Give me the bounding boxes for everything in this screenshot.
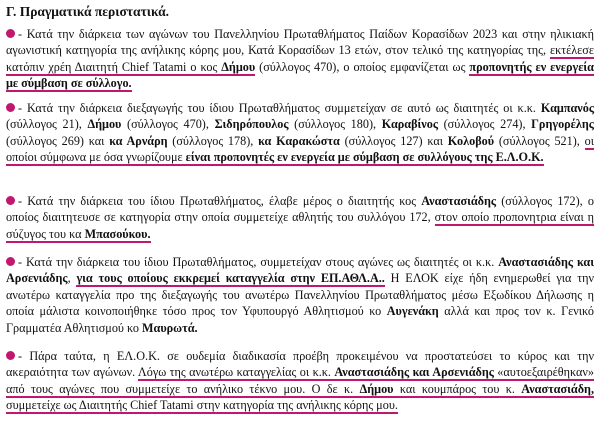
text-run: αλλά και προς τον κ. Γενικό Γραμματέα Αθλητισμού κο [6,304,594,335]
text-run: - Κατά την διάρκεια του ίδιου Πρωταθλήματος, συμμετείχαν στους αγώνες ως διαιτητές οι κ.κ. [18,255,499,269]
text-run: (σύλλογος 21), [6,117,88,132]
text-run: Μπασούκου. [84,226,151,241]
text-run: κα Αρνάρη [109,133,168,148]
text-run: Δήμου [87,117,122,132]
text-run: (σύλλογος 521), [494,133,585,148]
text-run: προπονητής εν ενεργεία με σύμβαση σε σύλλογο. [6,59,594,91]
text-run: (σύλλογος 127) και [339,133,448,148]
text-run: - Κατά την διάρκεια του ίδιου Πρωταθλήματος, έλαβε μέρος ο διαιτητής κος [18,194,422,208]
bullet-icon [6,257,15,266]
text-run: (σύλλογος 178), [167,133,259,148]
text-run: Η ΕΛΟΚ είχε ήδη ενημερωθεί για την ανωτέρω καταγγελία προ της διεξαγωγής του ανωτέρω Πανελληνίου Πρωταθλήματος μέσω Εξωδίκου Δήλωσης η οποία μάλιστα κοινοποιήθηκε τόσο προς τον Υφυπουργό Αθλητισμού κο [6,271,595,319]
text-run: (σύλλογος 172), ο οποίος διαιτητευσε σε κατηγορία στην οποία συμμετείχε αθλητής του συλλόγου 172, [6,194,594,225]
text-run: (σύλλογος 274), [437,117,532,132]
paragraph-2 [6,100,594,166]
text-run: Αναστασιάδης και Αρσενιάδης [6,255,594,286]
paragraph-5 [6,348,594,414]
text-run: - Πάρα ταύτα, η ΕΛ.Ο.Κ. σε ουδεμία διαδικασία προέβη προκειμένου να προστατεύσει το κύρος και την ακεραιότητα των αγώνων. [6,349,594,380]
bullet-icon [6,29,15,38]
text-run: Αναστασιάδης και Αρσενιάδης [334,365,494,380]
text-run: Δήμου [221,59,256,74]
bullet-icon [6,351,15,360]
text-run: (σύλλογος 470), ο οποίος εμφανίζεται ως [255,59,470,74]
bullet-icon [6,196,15,205]
text-run: Αυγενάκη [386,304,439,319]
section-heading: Γ. Πραγματικά περιστατικά. [6,4,169,19]
text-run: - Κατά την διάρκεια διεξαγωγής του ίδιου Πρωταθλήματος συμμετείχαν σε αυτό ως διαιτητές οι κ.κ. [18,101,541,115]
text-run: - Κατά την διάρκεια των αγώνων του Πανελληνίου Πρωταθλήματος Παίδων Κορασίδων 2023 και στην ηλικιακή αγωνιστική κατηγορία της ανήλικης κόρης μου, Κατά Κορασίδων 13 ετών, στον τελικό της κατηγορίας της, [6,27,594,58]
text-run: Γρηγορέλης [531,117,594,132]
text-run: Κολοβού [447,133,495,148]
paragraph-1 [6,26,594,92]
text-run: «αυτοεξαιρέθηκαν» από τους αγώνες που συμμετείχε το ανήλικο τέκνο μου. [6,365,595,396]
text-run: , [67,271,77,286]
text-run: (σύλλογος 470), [121,117,215,132]
text-run: Αναστασιάδη, [521,381,594,396]
text-run: συμμετείχε ως Διαιτητής Chief Tatami στην κατηγορία της ανήλικης κόρης μου. [6,398,398,413]
text-run: Σιδηρόπουλος [214,117,289,132]
text-run: Λόγω της ανωτέρω καταγγελίας οι κ.κ. [137,365,335,380]
paragraph-3 [6,193,594,242]
text-run: για τους οποίους εκκρεμεί καταγγελία στην ΕΠ.ΑΘΛ.Α.. [76,271,385,286]
paragraph-4 [6,254,594,336]
text-run: κα Καρακώστα [258,133,340,148]
bullet-icon [6,103,15,112]
text-run: είναι προπονητές εν ενεργεία με σύμβαση σε συλλόγους της Ε.Λ.Ο.Κ. [185,150,544,165]
text-run: Καραβίνος [381,117,438,132]
text-run: (σύλλογος 269) και [6,133,110,148]
text-run: Καμπανός [540,101,594,115]
text-run: Μαυρωτά. [142,320,198,335]
text-run: Δήμου [359,381,394,396]
text-run: (σύλλογος 180), [288,117,382,132]
text-run: Ο δε κ. [311,381,360,396]
text-run: και κουμπάρος του κ. [393,381,522,396]
text-run: εκτέλεσε κατόπιν χρέη Διαιτητή Chief Tatami ο κος [6,43,594,74]
text-run: στον οποίο προπονητρια είναι η σύζυγος του κα [6,210,594,241]
text-run: οι οποίοι σύμφωνα με όσα γνωρίζουμε [6,133,594,165]
text-run: Αναστασιάδης [421,194,497,208]
